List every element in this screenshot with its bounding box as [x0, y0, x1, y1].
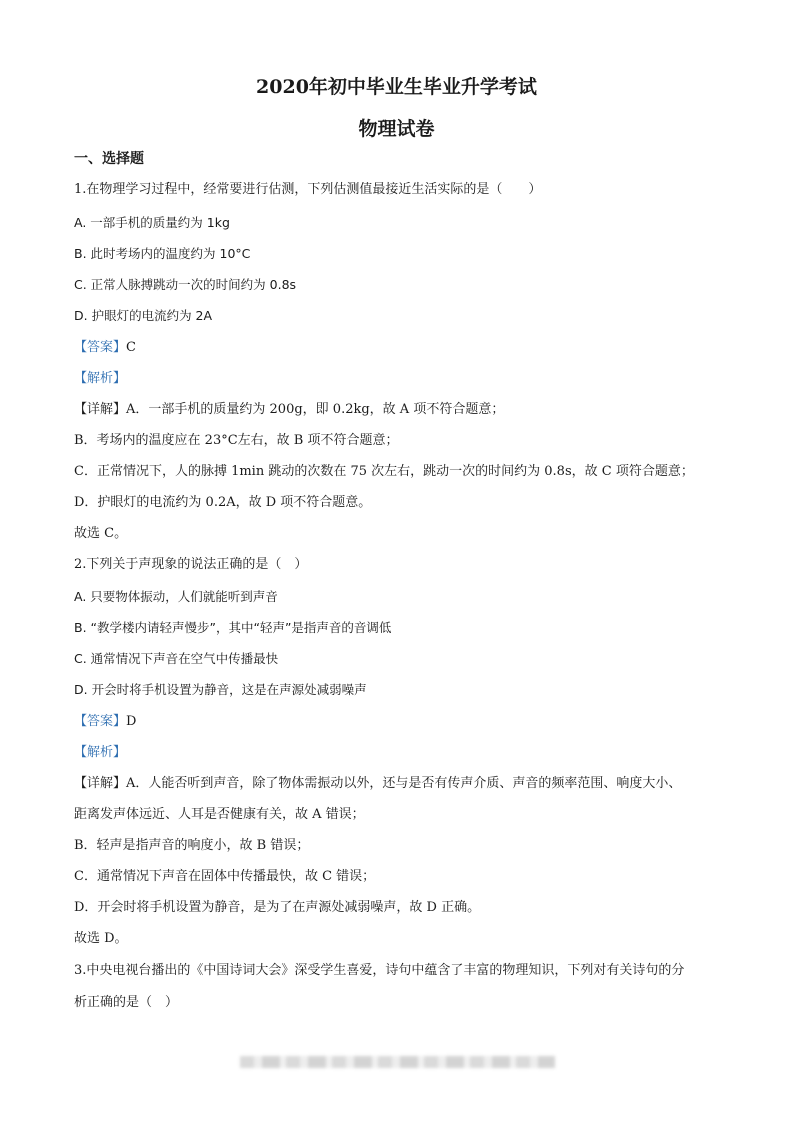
q1-stem: 1.在物理学习过程中，经常要进行估测，下列估测值最接近生活实际的是（ ）: [74, 182, 542, 197]
q1-answer-value: C: [126, 340, 136, 355]
q2-option-d: D. 开会时将手机设置为静音，这是在声源处减弱噪声: [74, 682, 367, 697]
q1-detail-d: D．护眼灯的电流约为 0.2A，故 D 项不符合题意。: [74, 495, 372, 510]
q1-detail-a-text: A．一部手机的质量约为 200g，即 0.2kg，故 A 项不符合题意；: [126, 402, 505, 417]
q1-detail-a: [74, 401, 504, 419]
q1-detail-c: C．正常情况下，人的脉搏 1min 跳动的次数在 75 次左右，跳动一次的时间约为 0.8s，故 C 项符合题意；: [74, 464, 694, 479]
answer-tag: 【答案】: [74, 714, 127, 729]
q2-detail-c: C．通常情况下声音在固体中传播最快，故 C 错误；: [74, 869, 376, 884]
q2-detail-b: B．轻声是指声音的响度小，故 B 错误；: [74, 838, 310, 853]
q1-answer: [74, 339, 136, 357]
q2-detail-a: [74, 775, 681, 793]
q2-analysis-tag: 【解析】: [74, 745, 127, 760]
q2-stem: 2.下列关于声现象的说法正确的是（ ）: [74, 557, 308, 572]
q2-detail-a-text: A．人能否听到声音，除了物体需振动以外，还与是否有传声介质、声音的频率范围、响度大小、: [126, 776, 682, 791]
q2-detail-a-cont: 距离发声体远近、人耳是否健康有关，故 A 错误；: [74, 807, 365, 822]
blurred-footer-watermark: [240, 1056, 555, 1068]
section-heading: 一、选择题: [74, 151, 144, 167]
detail-tag: 【详解】: [74, 402, 127, 417]
answer-tag: 【答案】: [74, 340, 127, 355]
detail-tag: 【详解】: [74, 776, 127, 791]
q2-answer: [74, 713, 136, 731]
exam-title: 2020年初中毕业生毕业升学考试: [256, 76, 537, 98]
q3-stem-line2: 析正确的是（ ）: [74, 995, 179, 1010]
q1-option-b: B. 此时考场内的温度约为 10°C: [74, 246, 251, 261]
q1-conclusion: 故选 C。: [74, 526, 128, 541]
q2-answer-value: D: [126, 714, 137, 729]
q2-conclusion: 故选 D。: [74, 931, 128, 946]
q3-stem-line1: 3.中央电视台播出的《中国诗词大会》深受学生喜爱，诗句中蕴含了丰富的物理知识，下列对有关诗句的分: [74, 963, 685, 978]
exam-subtitle: 物理试卷: [358, 118, 435, 140]
q1-analysis-tag: 【解析】: [74, 371, 127, 386]
q1-detail-b: B．考场内的温度应在 23°C左右，故 B 项不符合题意；: [74, 433, 399, 448]
q2-detail-d: D．开会时将手机设置为静音，是为了在声源处减弱噪声，故 D 正确。: [74, 900, 481, 915]
q1-option-a: A. 一部手机的质量约为 1kg: [74, 215, 230, 230]
q2-option-b: B. “教学楼内请轻声慢步”，其中“轻声”是指声音的音调低: [74, 620, 392, 635]
q1-option-c: C. 正常人脉搏跳动一次的时间约为 0.8s: [74, 277, 297, 292]
q2-option-a: A. 只要物体振动，人们就能听到声音: [74, 589, 278, 604]
q1-option-d: D. 护眼灯的电流约为 2A: [74, 308, 213, 323]
q2-option-c: C. 通常情况下声音在空气中传播最快: [74, 651, 279, 666]
